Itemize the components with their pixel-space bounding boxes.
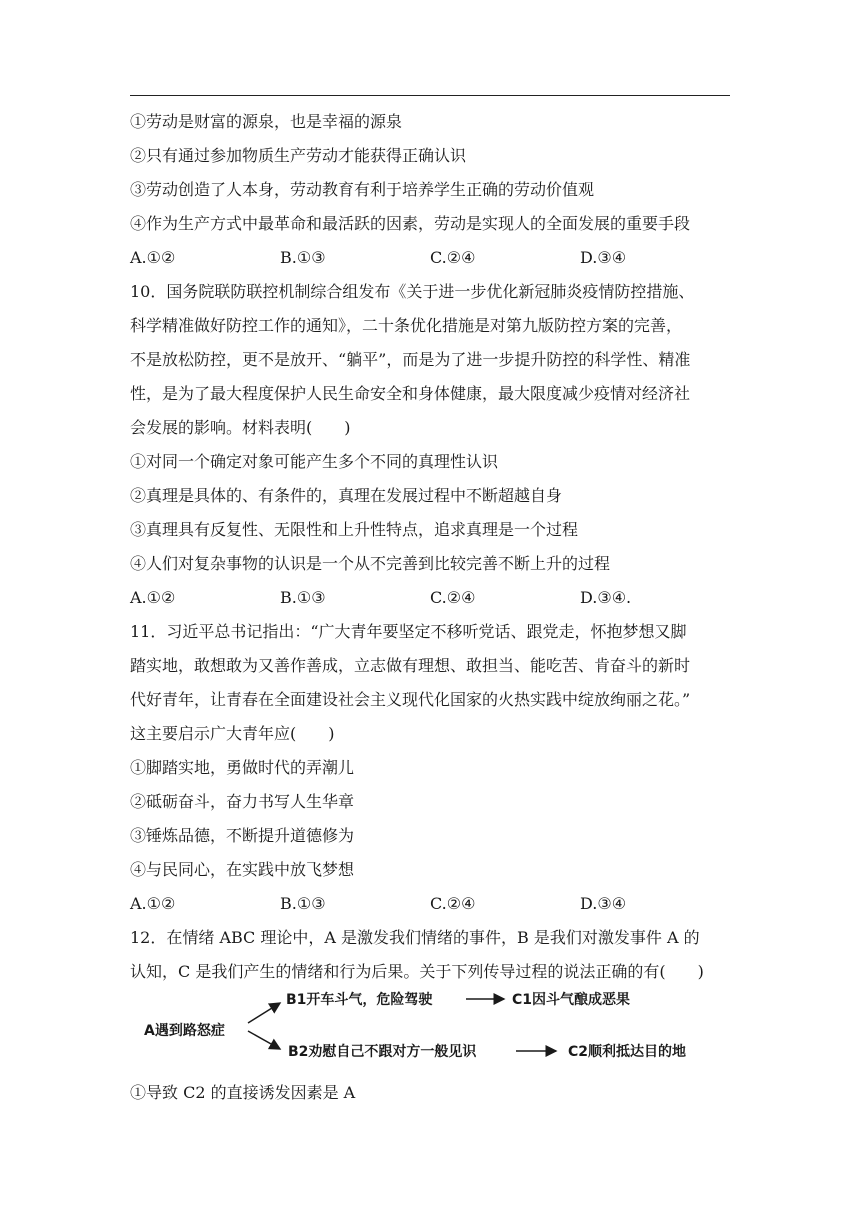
q11-item-3: ③锤炼品德，不断提升道德修为 [130, 826, 355, 845]
q11-option-a: A.①② [130, 894, 176, 913]
q10-item-2: ②真理是具体的、有条件的，真理在发展过程中不断超越自身 [130, 486, 563, 505]
diagram-node-b1: B1开车斗气，危险驾驶 [286, 992, 433, 1008]
diagram-node-b2: B2劝慰自己不跟对方一般见识 [288, 1044, 477, 1060]
q12-stem-2: 认知，C 是我们产生的情绪和行为后果。关于下列传导过程的说法正确的有( ) [130, 962, 704, 981]
q10-stem-2: 科学精准做好防控工作的通知》，二十条优化措施是对第九版防控方案的完善， [130, 316, 683, 335]
q10-item-3: ③真理具有反复性、无限性和上升性特点，追求真理是一个过程 [130, 520, 579, 539]
diagram-node-c2: C2顺利抵达目的地 [568, 1044, 687, 1060]
q9-item-4: ④作为生产方式中最革命和最活跃的因素，劳动是实现人的全面发展的重要手段 [130, 214, 691, 233]
q12-stem-1: 12．在情绪 ABC 理论中，A 是激发我们情绪的事件，B 是我们对激发事件 A 的 [130, 928, 700, 947]
q10-stem-3: 不是放松防控，更不是放开、“躺平”，而是为了进一步提升防控的科学性、精准 [130, 350, 691, 369]
q11-item-1: ①脚踏实地，勇做时代的弄潮儿 [130, 758, 355, 777]
q10-stem-5: 会发展的影响。材料表明( ) [130, 418, 351, 437]
abc-diagram [130, 985, 730, 1065]
q11-option-b: B.①③ [280, 894, 326, 913]
q10-option-a: A.①② [130, 588, 176, 607]
q9-item-1: ①劳动是财富的源泉，也是幸福的源泉 [130, 112, 403, 131]
q11-stem-2: 踏实地，敢想敢为又善作善成，立志做有理想、敢担当、能吃苦、肯奋斗的新时 [130, 656, 691, 675]
q11-option-d: D.③④ [580, 894, 627, 913]
q10-option-d: D.③④. [580, 588, 632, 607]
q10-stem-1: 10．国务院联防联控机制综合组发布《关于进一步优化新冠肺炎疫情防控措施、 [130, 282, 695, 301]
arrow-a-b1 [248, 1003, 280, 1023]
q10-item-4: ④人们对复杂事物的认识是一个从不完善到比较完善不断上升的过程 [130, 554, 611, 573]
q10-stem-4: 性，是为了最大程度保护人民生命安全和身体健康，最大限度减少疫情对经济社 [130, 384, 691, 403]
q9-option-a: A.①② [130, 248, 176, 267]
q10-option-b: B.①③ [280, 588, 326, 607]
q11-item-4: ④与民同心，在实践中放飞梦想 [130, 860, 355, 879]
header-rule [130, 95, 730, 96]
q10-option-c: C.②④ [430, 588, 476, 607]
q9-option-c: C.②④ [430, 248, 476, 267]
q10-item-1: ①对同一个确定对象可能产生多个不同的真理性认识 [130, 452, 499, 471]
q11-stem-4: 这主要启示广大青年应( ) [130, 724, 335, 743]
diagram-node-c1: C1因斗气酿成恶果 [512, 992, 631, 1008]
diagram-node-a: A遇到路怒症 [144, 1023, 225, 1039]
q11-stem-1: 11．习近平总书记指出：“广大青年要坚定不移听党话、跟党走，怀抱梦想又脚 [130, 622, 687, 641]
q11-stem-3: 代好青年，让青春在全面建设社会主义现代化国家的火热实践中绽放绚丽之花。” [130, 690, 691, 709]
q9-item-2: ②只有通过参加物质生产劳动才能获得正确认识 [130, 146, 467, 165]
q9-option-d: D.③④ [580, 248, 627, 267]
q9-item-3: ③劳动创造了人本身，劳动教育有利于培养学生正确的劳动价值观 [130, 180, 595, 199]
q11-option-c: C.②④ [430, 894, 476, 913]
q12-item-1: ①导致 C2 的直接诱发因素是 A [130, 1083, 356, 1102]
q11-item-2: ②砥砺奋斗，奋力书写人生华章 [130, 792, 355, 811]
arrow-a-b2 [248, 1031, 280, 1049]
q9-option-b: B.①③ [280, 248, 326, 267]
